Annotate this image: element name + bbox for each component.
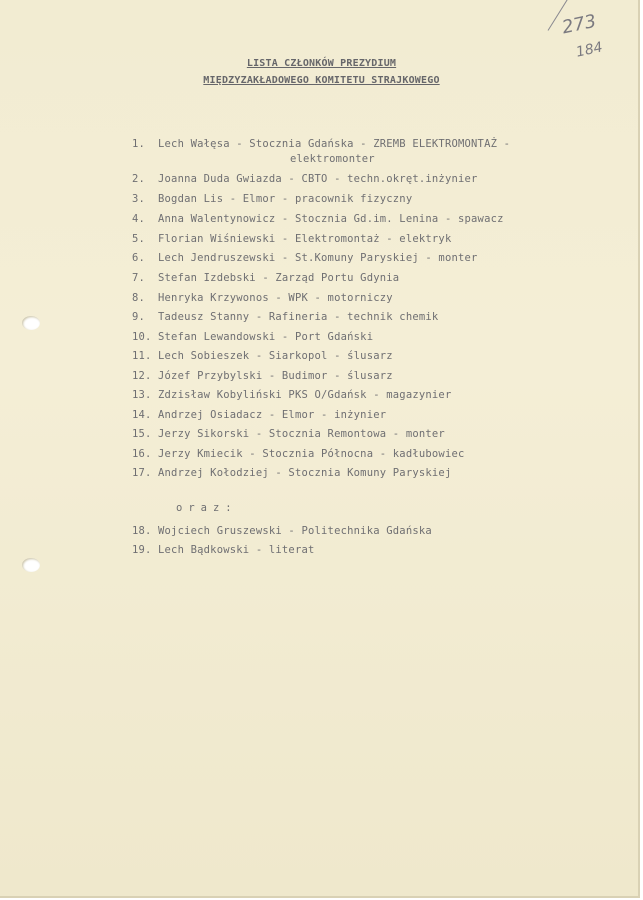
item-number: 14. — [132, 409, 152, 421]
item-number: 11. — [132, 350, 152, 362]
item-text: Andrzej Kołodziej - Stocznia Komuny Paryskiej — [158, 467, 452, 479]
list-item — [132, 544, 315, 560]
item-number: 9. — [132, 311, 146, 323]
item-text: Stefan Lewandowski - Port Gdański — [158, 331, 374, 343]
item-number: 2. — [132, 173, 146, 185]
punch-hole-bottom — [22, 558, 40, 572]
list-item — [132, 193, 412, 209]
item-text: Anna Walentynowicz - Stocznia Gd.im. Lenina - spawacz — [158, 213, 504, 225]
list-item — [132, 448, 465, 464]
item-text: Tadeusz Stanny - Rafineria - technik chemik — [158, 311, 439, 323]
item-number: 18. — [132, 525, 152, 537]
item-number: 8. — [132, 292, 146, 304]
list-item — [132, 252, 478, 268]
item-number: 5. — [132, 233, 146, 245]
item-number: 10. — [132, 331, 152, 343]
item-text: Józef Przybylski - Budimor - ślusarz — [158, 370, 393, 382]
item-number: 15. — [132, 428, 152, 440]
oraz-label: oraz: — [176, 502, 238, 514]
item-number: 6. — [132, 252, 146, 264]
list-item — [132, 467, 451, 483]
item-number: 19. — [132, 544, 152, 556]
list-item — [132, 292, 393, 308]
list-item — [132, 370, 393, 386]
item-number: 16. — [132, 448, 152, 460]
list-item — [132, 331, 373, 347]
item-text: Wojciech Gruszewski - Politechnika Gdańska — [158, 525, 432, 537]
list-item — [132, 409, 386, 425]
item-text: Lech Sobieszek - Siarkopol - ślusarz — [158, 350, 393, 362]
item-number: 3. — [132, 193, 146, 205]
item-number: 12. — [132, 370, 152, 382]
item-text: Lech Wałęsa - Stocznia Gdańska - ZREMB ELEKTROMONTAŻ - — [158, 138, 511, 150]
list-item — [132, 213, 504, 229]
item-number: 1. — [132, 138, 146, 150]
item-number: 13. — [132, 389, 152, 401]
item-text: Henryka Krzywonos - WPK - motorniczy — [158, 292, 393, 304]
item-number: 7. — [132, 272, 146, 284]
item-text: Stefan Izdebski - Zarząd Portu Gdynia — [158, 272, 400, 284]
item-text: Florian Wiśniewski - Elektromontaż - elektryk — [158, 233, 452, 245]
item-number: 17. — [132, 467, 152, 479]
item-number: 4. — [132, 213, 146, 225]
punch-hole-top — [22, 316, 40, 330]
list-item — [132, 173, 478, 189]
list-item — [132, 389, 451, 405]
list-item — [132, 138, 510, 154]
item-text: Jerzy Kmiecik - Stocznia Północna - kadłubowiec — [158, 448, 465, 460]
item-text: Lech Bądkowski - literat — [158, 544, 315, 556]
list-item — [132, 350, 393, 366]
document-title-line1: LISTA CZŁONKÓW PREZYDIUM — [246, 58, 397, 69]
item-text: Joanna Duda Gwiazda - CBTO - techn.okręt.inżynier — [158, 173, 478, 185]
list-item — [132, 311, 438, 327]
item-text: Jerzy Sikorski - Stocznia Remontowa - monter — [158, 428, 445, 440]
archive-number: 273 — [560, 10, 599, 39]
list-item — [132, 272, 399, 288]
item-1-continuation: elektromonter — [290, 153, 375, 165]
list-item — [132, 525, 432, 541]
item-text: Bogdan Lis - Elmor - pracownik fizyczny — [158, 193, 413, 205]
document-title-line2: MIĘDZYZAKŁADOWEGO KOMITETU STRAJKOWEGO — [203, 75, 440, 86]
item-text: Andrzej Osiadacz - Elmor - inżynier — [158, 409, 387, 421]
archive-subnumber: 184 — [574, 39, 605, 61]
item-text: Zdzisław Kobyliński PKS O/Gdańsk - magazynier — [158, 389, 452, 401]
item-text: Lech Jendruszewski - St.Komuny Paryskiej - monter — [158, 252, 478, 264]
list-item — [132, 428, 445, 444]
list-item — [132, 233, 451, 249]
